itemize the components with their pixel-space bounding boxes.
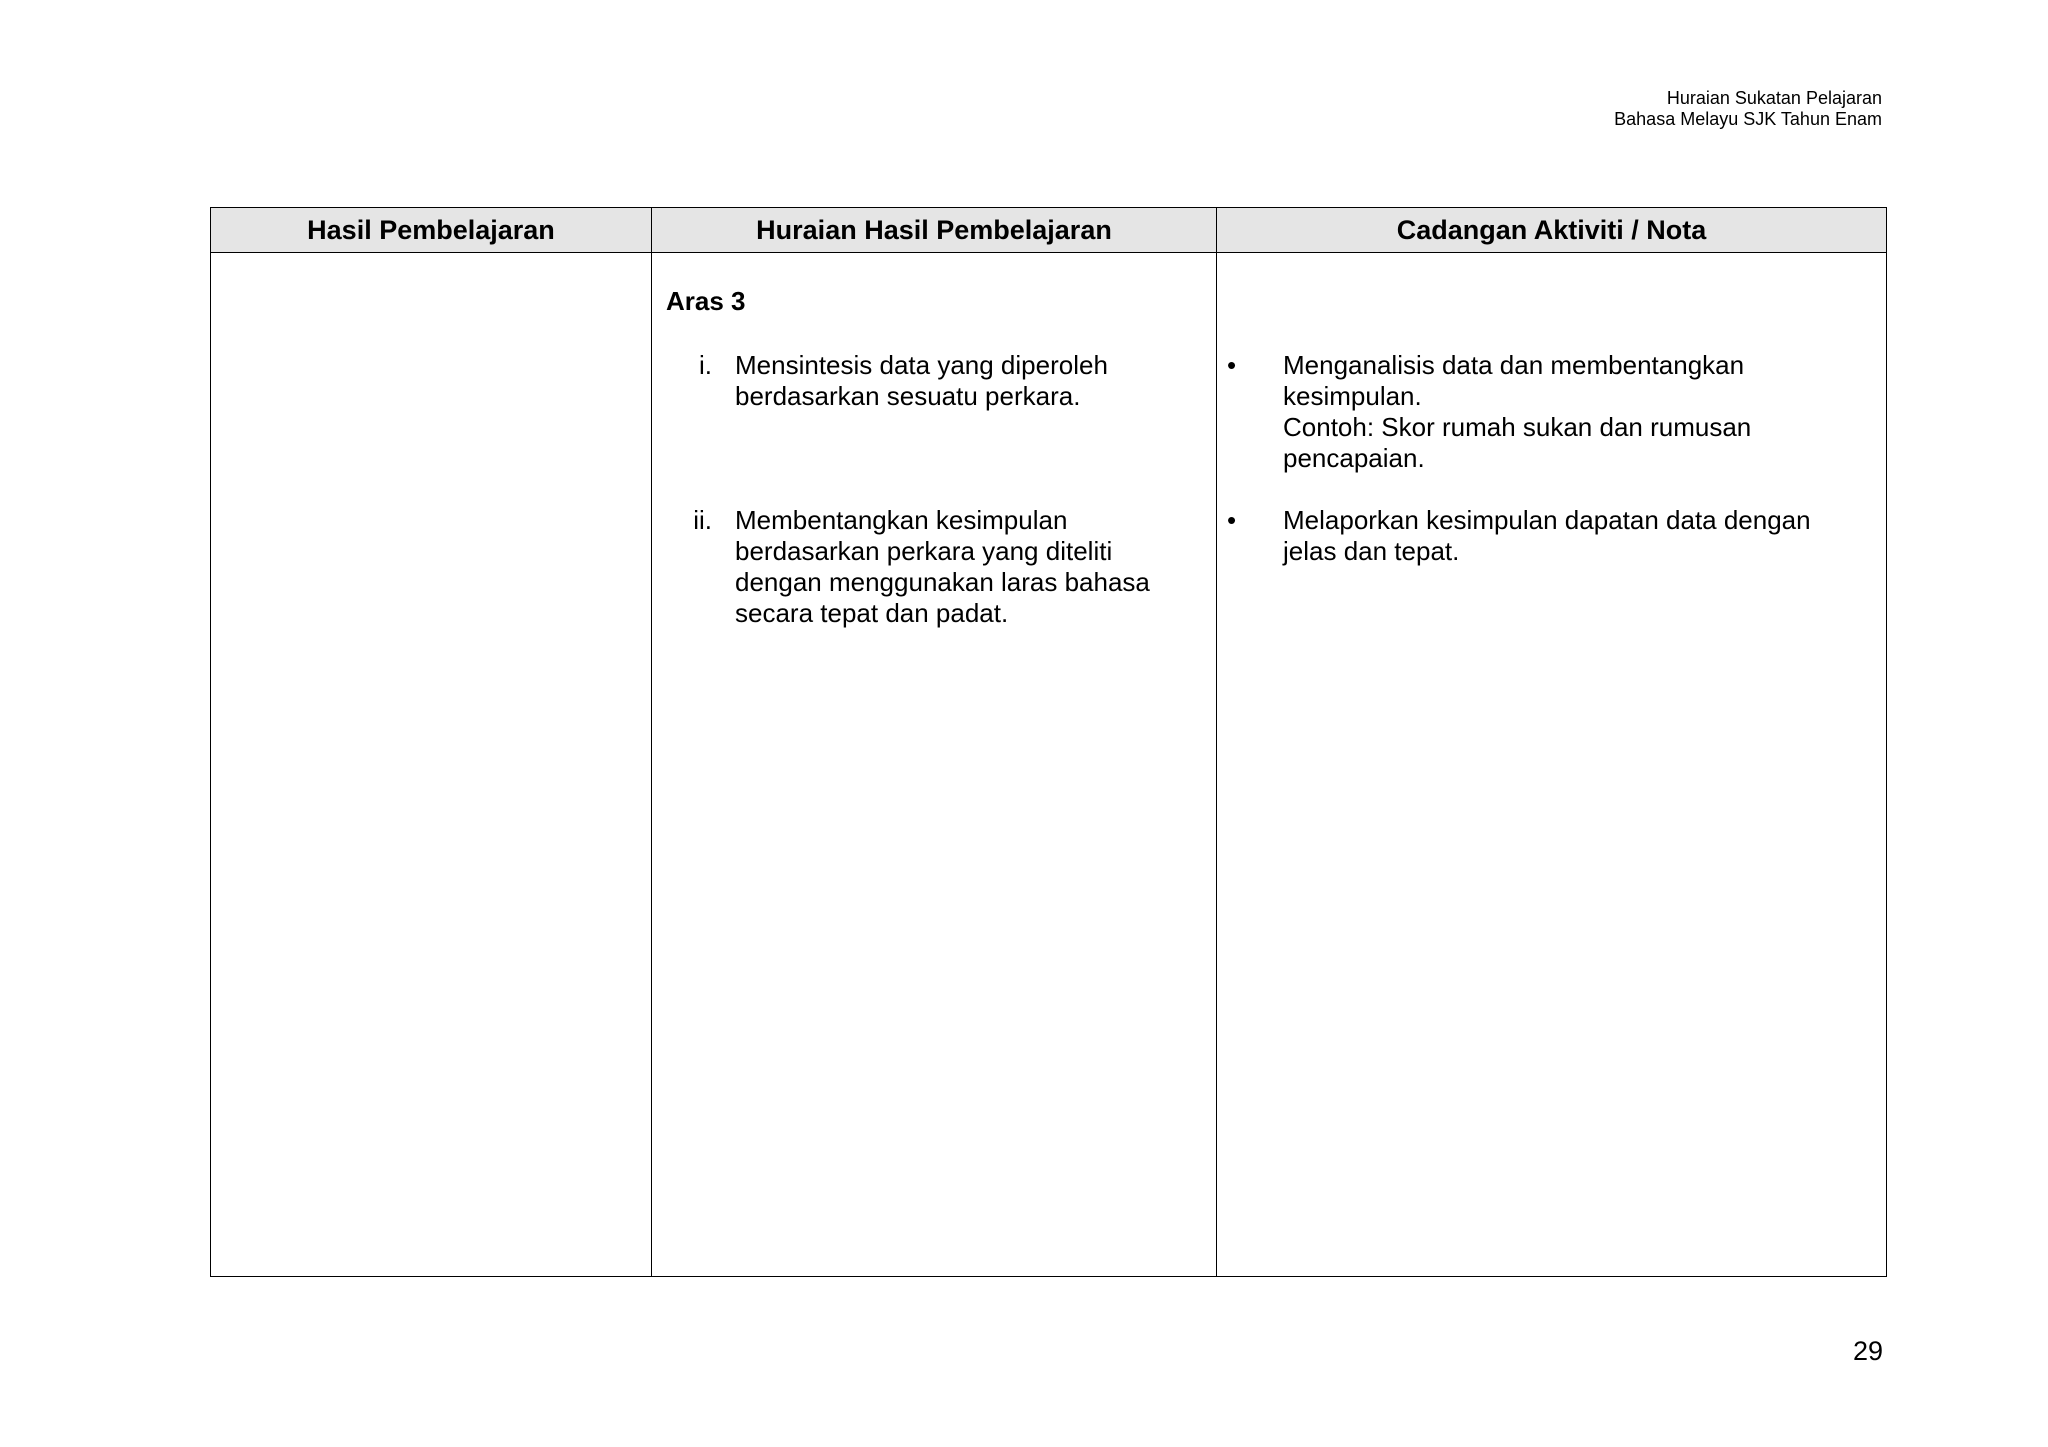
column-header-huraian: Huraian Hasil Pembelajaran bbox=[652, 208, 1217, 253]
huraian-item-2 bbox=[652, 505, 1196, 629]
bullet-icon: • bbox=[1227, 505, 1237, 535]
column-header-cadangan: Cadangan Aktiviti / Nota bbox=[1217, 208, 1887, 253]
cell-hasil bbox=[211, 253, 652, 1277]
header-line-2: Bahasa Melayu SJK Tahun Enam bbox=[1614, 109, 1882, 129]
running-header bbox=[1614, 88, 1882, 130]
note-item-2 bbox=[1217, 505, 1846, 567]
page-number: 29 bbox=[1852, 1336, 1883, 1366]
table-header-row bbox=[211, 208, 1887, 253]
note-item-1 bbox=[1217, 350, 1846, 474]
item-text-line: berdasarkan perkara yang diteliti bbox=[735, 536, 1113, 566]
bullet-icon: • bbox=[1227, 350, 1237, 380]
cell-huraian bbox=[652, 253, 1217, 1277]
huraian-item-1 bbox=[652, 350, 1196, 412]
item-number: i. bbox=[699, 350, 712, 380]
level-heading: Aras 3 bbox=[666, 286, 746, 316]
column-header-hasil: Hasil Pembelajaran bbox=[211, 208, 652, 253]
item-text-line: secara tepat dan padat. bbox=[735, 598, 1009, 628]
note-text-line: Menganalisis data dan membentangkan bbox=[1283, 350, 1745, 380]
cell-cadangan bbox=[1217, 253, 1887, 1277]
item-text-line: Membentangkan kesimpulan bbox=[735, 505, 1068, 535]
note-text-line: pencapaian. bbox=[1283, 443, 1425, 473]
item-text-line: berdasarkan sesuatu perkara. bbox=[735, 381, 1081, 411]
item-number: ii. bbox=[693, 505, 712, 535]
note-text-line: jelas dan tepat. bbox=[1283, 536, 1460, 566]
note-text-line: kesimpulan. bbox=[1283, 381, 1422, 411]
header-line-1: Huraian Sukatan Pelajaran bbox=[1666, 88, 1882, 108]
item-text-line: Mensintesis data yang diperoleh bbox=[735, 350, 1108, 380]
table-row bbox=[211, 253, 1887, 1277]
syllabus-table bbox=[210, 207, 1887, 1277]
note-text-line: Contoh: Skor rumah sukan dan rumusan bbox=[1283, 412, 1752, 442]
note-text-line: Melaporkan kesimpulan dapatan data dengan bbox=[1283, 505, 1811, 535]
item-text-line: dengan menggunakan laras bahasa bbox=[735, 567, 1150, 597]
